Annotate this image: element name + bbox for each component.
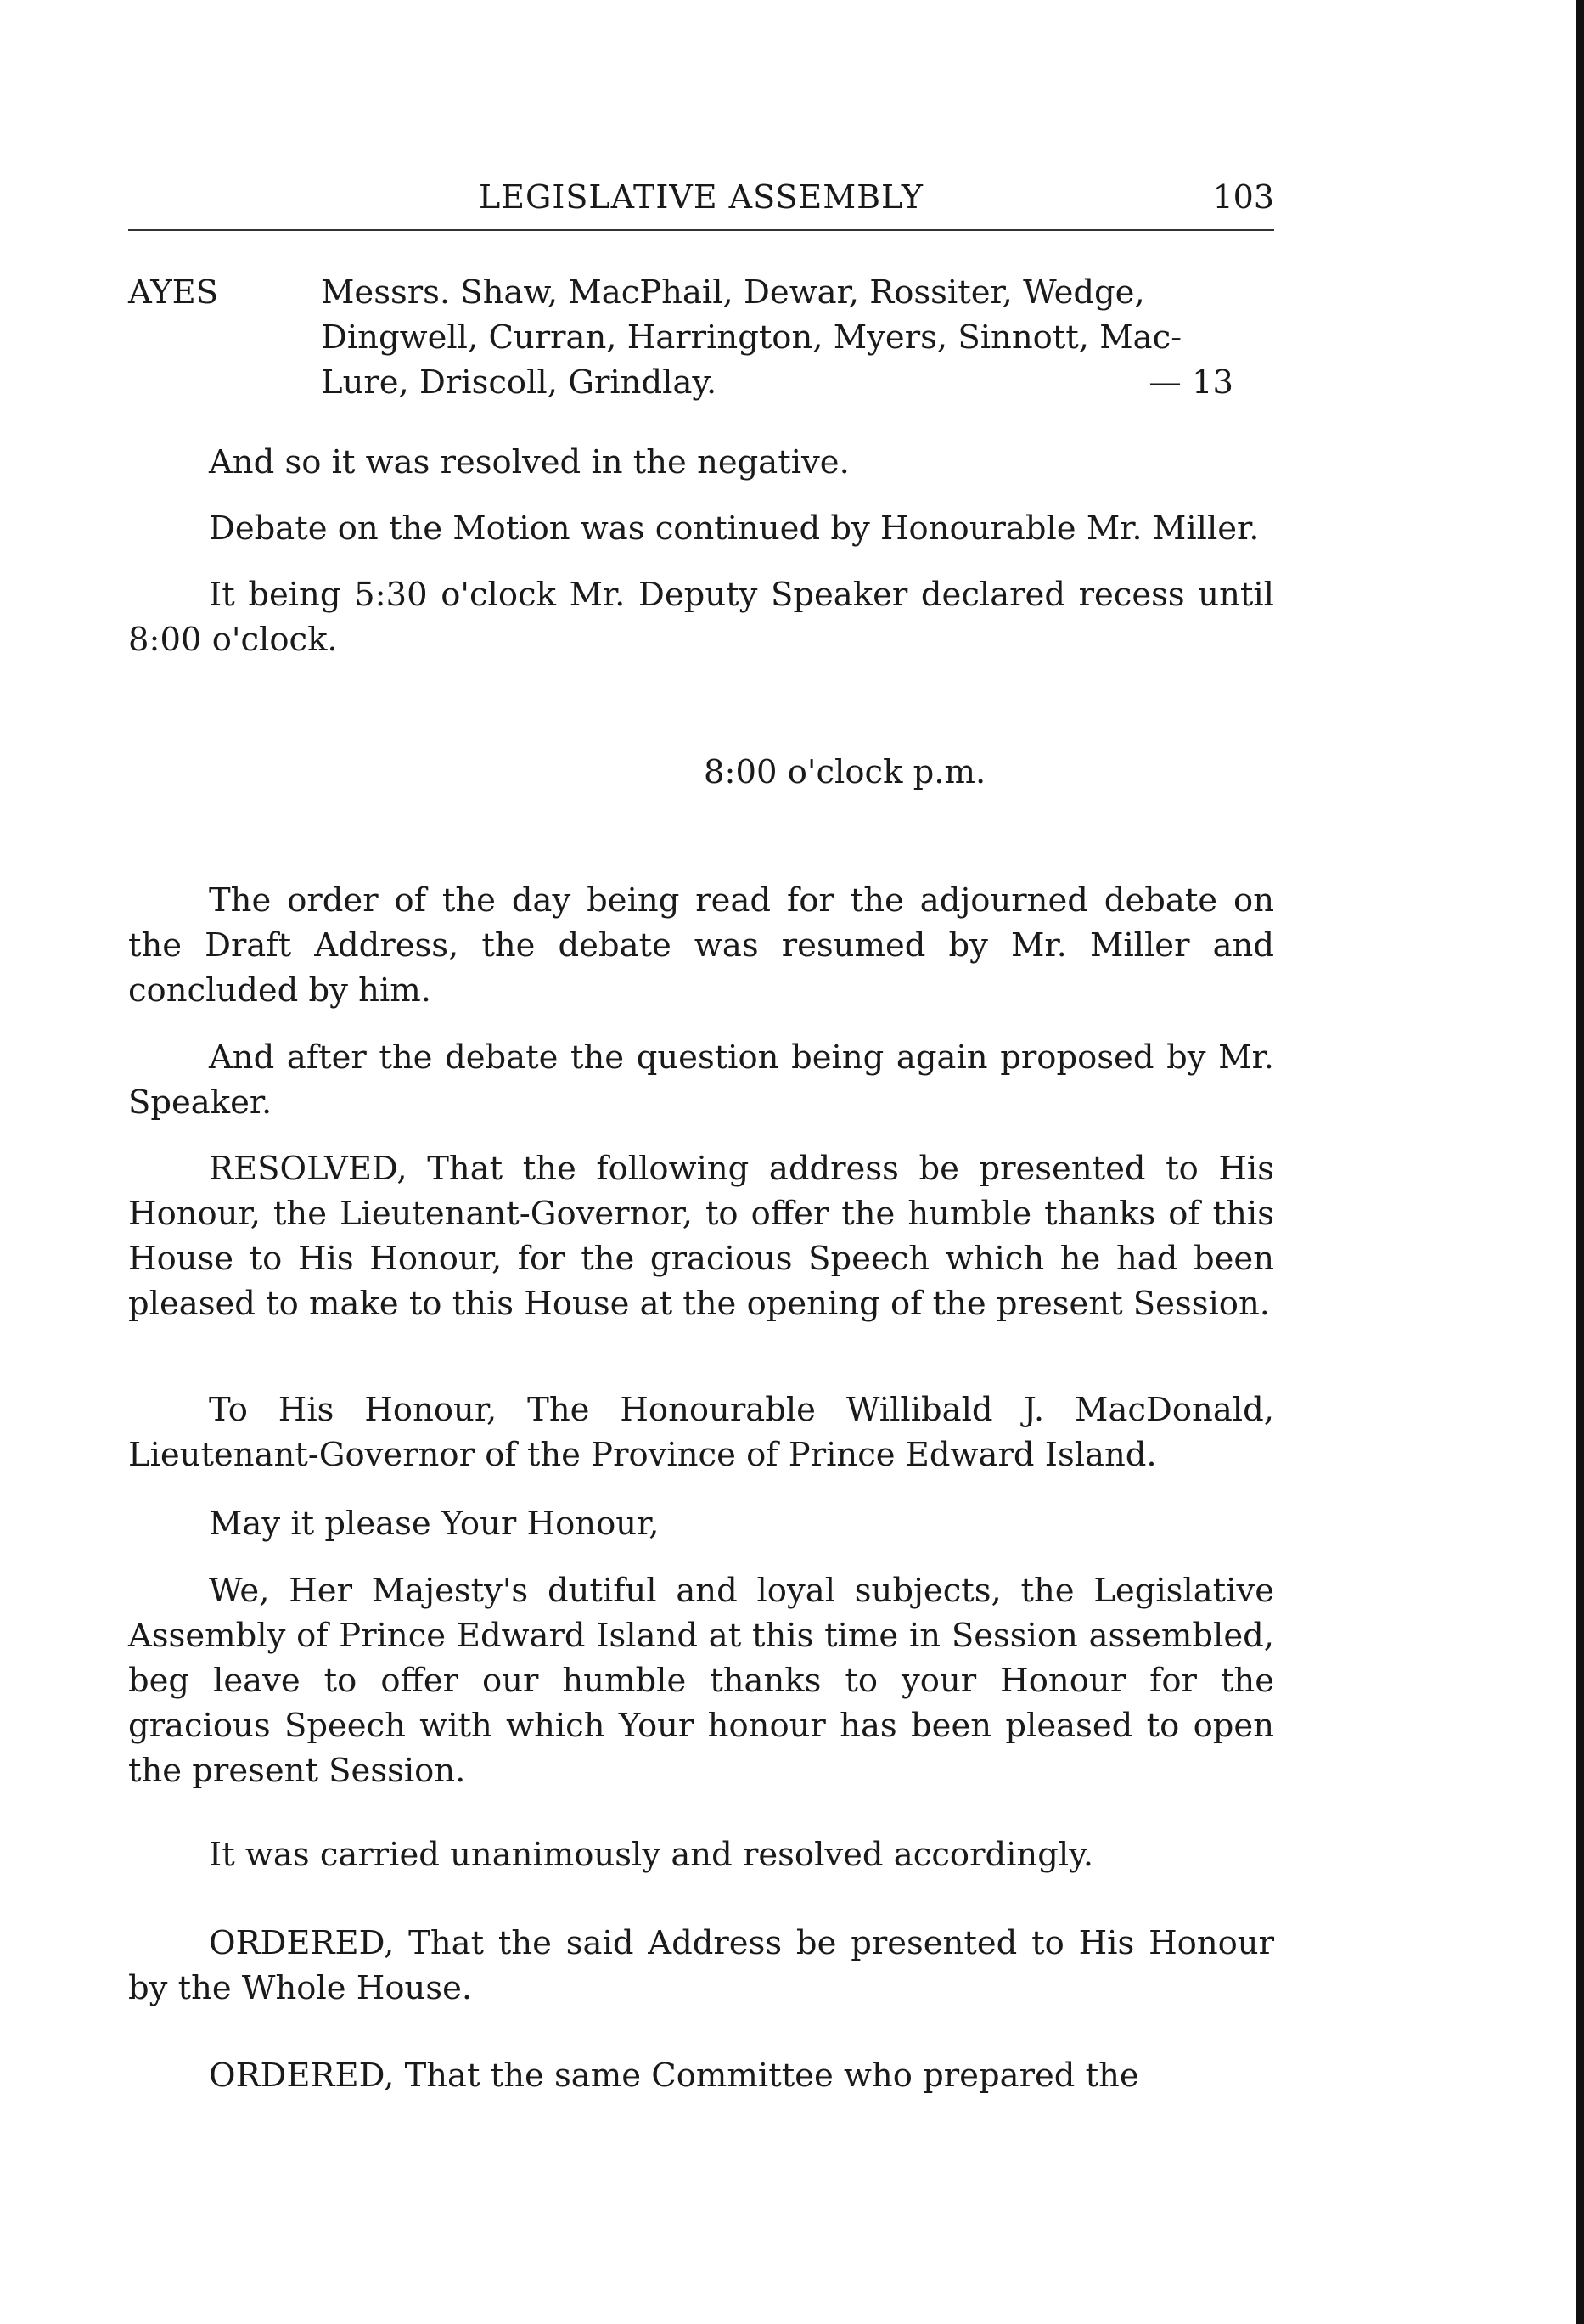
paragraph-resolved <box>128 1146 1274 1326</box>
paragraph-recess <box>128 572 1274 662</box>
page-edge-shadow <box>1576 0 1584 2324</box>
paragraph-address-to <box>128 1387 1274 1477</box>
paragraph-address-body <box>128 1568 1274 1793</box>
paragraph-ordered-committee <box>128 2053 1274 2098</box>
paragraph-carried <box>128 1832 1274 1877</box>
paragraph-text: Debate on the Motion was continued by Honourable Mr. Miller. <box>209 509 1260 548</box>
paragraph-text: It being 5:30 o'clock Mr. Deputy Speaker declared recess until 8:00 o'clock. <box>128 576 1274 659</box>
ayes-line-2: Dingwell, Curran, Harrington, Myers, Sinnott, Mac- <box>321 318 1182 357</box>
paragraph-text: To His Honour, The Honourable Willibald J. MacDonald, Lieutenant-Governor of the Province of Prince Edward Island. <box>128 1391 1274 1474</box>
page-number: 103 <box>1212 178 1274 216</box>
session-time-heading: 8:00 o'clock p.m. <box>704 753 986 791</box>
paragraph-text: ORDERED, That the same Committee who prepared the <box>209 2057 1139 2095</box>
paragraph-text: ORDERED, That the said Address be presented to His Honour by the Whole House. <box>128 1924 1274 2007</box>
paragraph-text: RESOLVED, That the following address be presented to His Honour, the Lieutenant-Governor, to offer the humble thanks of this House to His Honour, for the gracious Speech which he had been pleased to make to this House at the opening of the present Session. <box>128 1150 1274 1323</box>
paragraph-question-proposed <box>128 1035 1274 1125</box>
paragraph-order-of-day <box>128 878 1274 1013</box>
ayes-line-3 <box>321 360 1274 405</box>
paragraph-text: The order of the day being read for the adjourned debate on the Draft Address, the debate was resumed by Mr. Miller and concluded by him. <box>128 881 1274 1010</box>
paragraph-salutation <box>128 1501 1274 1546</box>
paragraph-text: And so it was resolved in the negative. <box>209 443 850 481</box>
ayes-label: AYES <box>128 273 219 312</box>
paragraph-text: May it please Your Honour, <box>209 1505 660 1543</box>
paragraph-text: It was carried unanimously and resolved accordingly. <box>209 1836 1094 1874</box>
running-header <box>128 170 1274 231</box>
paragraph-negative <box>128 440 1274 485</box>
ayes-line-1: Messrs. Shaw, MacPhail, Dewar, Rossiter, Wedge, <box>321 273 1145 312</box>
paragraph-text: We, Her Majesty's dutiful and loyal subjects, the Legislative Assembly of Prince Edward Island at this time in Session assembled, beg leave to offer our humble thanks to your Honour for the gracious Speech with which Your honour has been pleased to open the present Session. <box>128 1572 1274 1790</box>
ayes-count: — 13 <box>1149 363 1233 402</box>
ayes-line-3-names: Lure, Driscoll, Grindlay. <box>321 363 717 402</box>
paragraph-text: And after the debate the question being again proposed by Mr. Speaker. <box>128 1038 1274 1122</box>
paragraph-debate-continued <box>128 506 1274 551</box>
header-title: LEGISLATIVE ASSEMBLY <box>479 178 924 216</box>
paragraph-ordered-presented <box>128 1921 1274 2011</box>
ayes-names <box>321 270 1274 405</box>
